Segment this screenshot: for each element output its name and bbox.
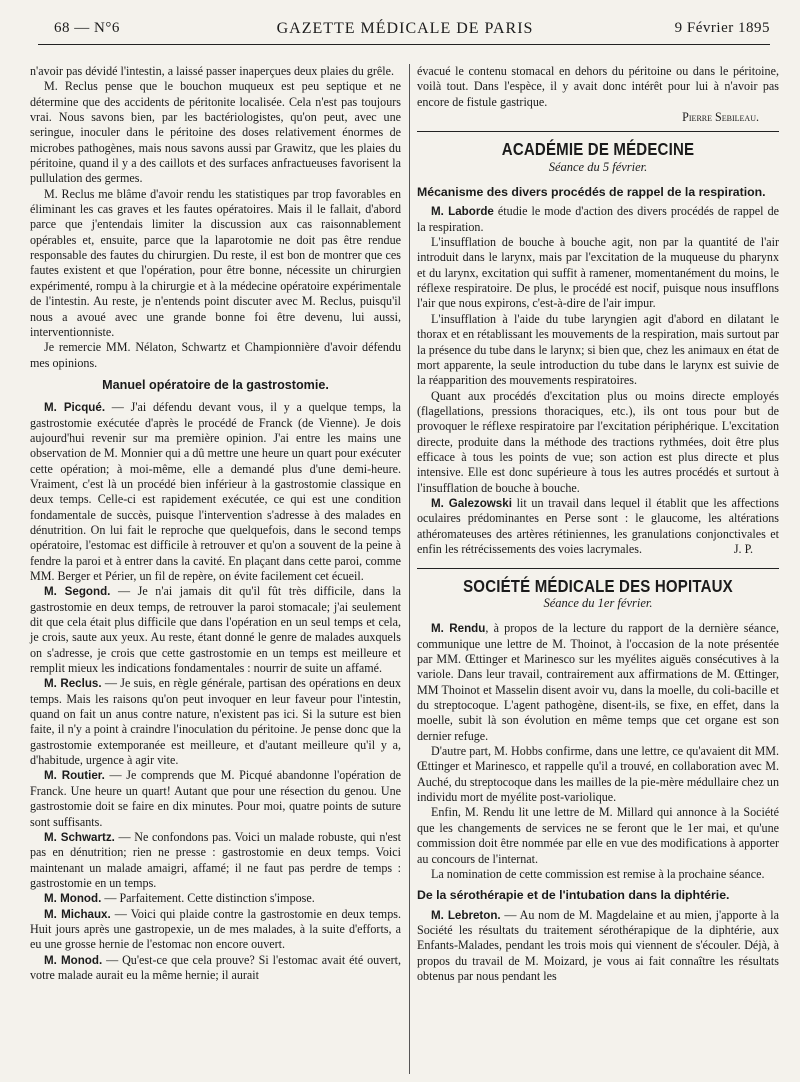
section-rule [417, 568, 779, 569]
initials: J. P. [733, 542, 753, 557]
subheading-gastrostomie: Manuel opératoire de la gastrostomie. [102, 377, 329, 392]
page-number: 68 — N°6 [54, 20, 120, 36]
speech [30, 891, 401, 906]
paragraph: Quant aux procédés d'excitation plus ou moins directe employés (flagellations, pressions thoraciques, etc.), ils ont tous pour but de provoquer le réflexe respiratoire par l'excitation périphérique. L'excitation directe, produite dans la méthode des tractions rythmées, doit être plus efficace à tous les points de vue; son action est plus directe et plus intensive. Elle est donc supérieure à tous les autres procédés et surtout à l'insufflation de bouche à bouche. [417, 388, 779, 495]
speaker-name: M. Picqué. [44, 401, 106, 415]
speaker-name: M. Lebreton. [431, 908, 501, 922]
speech-text: étudie le mode d'action des divers procédés de rappel de la respiration. [417, 204, 780, 234]
speech-text: — Ne confondons pas. Voici un malade robuste, qui n'est pas en dénutrition; rien ne presse : gastrostomie en deux temps. Voici maintenant un malade amaigri, affamé; il ne faut pas perdre de temps : gastrostomie en un temps. [30, 829, 401, 890]
section-title-societe: SOCIÉTÉ MÉDICALE DES HOPITAUX [463, 575, 733, 596]
speeches-list [30, 400, 401, 983]
speech [417, 621, 779, 744]
speech [417, 908, 779, 985]
speech-text: — J'ai défendu devant vous, il y a quelque temps, la gastrostomie exécutée d'après le procédé de Franck (de Vienne). Je dois aujourd'hui revenir sur ma première opinion. J'ai entre les mains une observation de M. Monnier qui a dû mettre une heure un quart pour exécuter cette opération; à moi-même, elle a demandé plus d'une demi-heure. Vraiment, c'est là un procédé bien inférieur à la gastrostomie classique en deux temps. Celle-ci est rapidement exécutée, ce qui est une condition fondamentale de succès, puisque l'intervention s'adresse à des malades en dénutrition. On lui fait le reproche que quelquefois, dans le second temps opératoire, l'estomac est difficile à retrouver et qu'on a souvent de la peine à fendre la paroi et à entrer dans la cavité. En plaçant dans cette paroi, comme MM. Berger et Périer, un fil de repère, on évite facilement cet écueil. [30, 400, 401, 583]
topic-heading: De la sérothérapie et de l'intubation dans la diphtérie. [417, 888, 730, 903]
paragraph: L'insufflation à l'aide du tube laryngien agit d'abord en dilatant le thorax et en rétablissant les mouvements de la respiration, mais surtout par la présence du tube dans le larynx; si bien que, chez les animaux en état de mort apparente, la seule introduction du tube dans le larynx est suivie de la réapparition des mouvements respiratoires. [417, 311, 779, 388]
speech [30, 830, 401, 891]
speaker-name: M. Laborde [431, 205, 494, 219]
speech-text: — Au nom de M. Magdelaine et au mien, j'apporte à la Société les résultats du traitement sérothérapique de la diphtérie, aux Enfants-Malades, pendant les trois mois qui viennent de s'écouler. Déjà, à propos du travail de M. Moizard, je vous ai fait connaître les résultats obtenus par nous pendant les [417, 907, 779, 983]
speaker-name: M. Monod. [44, 953, 103, 967]
speech [417, 204, 779, 235]
speech-text: — Qu'est-ce que cela prouve? Si l'estomac avait été ouvert, votre malade aurait eu la même hernie; il aurait [30, 952, 401, 982]
speaker-name: M. Michaux. [44, 907, 111, 921]
speech-text: — Je comprends que M. Picqué abandonne l'opération de Franck. Une heure un quart! Autant que pour une résection du genou. Une gastrostomie doit se faire en dix minutes. Pour moi, quatre points de suture sont suffisants. [30, 768, 401, 829]
column-divider [409, 64, 410, 1074]
speaker-name: M. Routier. [44, 769, 105, 783]
paragraph: Je remercie MM. Nélaton, Schwartz et Championnière d'avoir défendu mes opinions. [30, 340, 401, 370]
speech-text: , à propos de la lecture du rapport de la dernière séance, communique une lettre de M. Thoinot, à l'occasion de la note présentée par MM. Œttinger et Marinesco sur les myélites aiguës consécutives à la variole. Dans leur travail, contrairement aux affirmations de M. Œttinger, MM Thoinot et Masselin disent avoir vu, dans la moelle, du coli-bacille et du streptocoque. L'agent pathogène, disent-ils, se fixe, en effet, dans la moelle, subit là son évolution en même temps que cet organe est son dernier refuge. [417, 621, 779, 743]
speech [30, 768, 401, 829]
section-title-academie: ACADÉMIE DE MÉDECINE [501, 139, 695, 160]
speaker-name: M. Reclus. [44, 677, 102, 691]
speech-text: — Je suis, en règle générale, partisan des opérations en deux temps. Mais les raisons qu'on peut invoquer en leur faveur pour l'intestin, quand on fait un anus contre nature, n'existent pas ici. Si la suture est bien faite, il n'y a point à craindre l'inoculation du péritoine. Je pense donc que la gastrostomie extemporanée est meilleure, et d'autant meilleure qu'il y a, d'habitude, urgence à agir vite. [30, 676, 401, 768]
speech-text: — Parfaitement. Cette distinction s'impose. [101, 891, 315, 906]
speaker-name: M. Monod. [44, 892, 102, 906]
section-rule [417, 131, 779, 132]
paragraph: D'autre part, M. Hobbs confirme, dans une lettre, ce qu'avaient dit MM. Œttinger et Marinesco, et rappelle qu'il a trouvé, en collaboration avec M. Auché, du streptocoque dans les mailles de la pie-mère médullaire chez un individu mort de myélite post-variolique. [417, 744, 779, 805]
speaker-name: M. Galezowski [431, 496, 512, 510]
journal-title: GAZETTE MÉDICALE DE PARIS [276, 20, 534, 37]
left-column [30, 64, 401, 983]
paragraph: M. Reclus pense que le bouchon muqueux est peu septique et ne détermine que des accidents de péritonite localisée. Cela n'est pas toujours vrai. Nous savons bien, par les bactériologistes, qu'on peut, avec une seringue, inoculer dans le péritoine des doses relativement énormes de microbes pathogènes, mais nous savons aussi par Grawitz, que les plaies du péritoine, quand il y a des caillots et des surfaces anfractueuses favorisent la pullulation des germes. [30, 79, 401, 186]
speech-text: — Je n'ai jamais dit qu'il fût très difficile, dans la gastrostomie en deux temps, de retrouver la paroi stomacale; j'ai seulement dit que cela était plus difficile que dans l'opération en un seul temps et cela, je crois, saute aux yeux. Au reste, étant donné le genre de malades auxquels on s'adresse, je crois que cette gastrostomie en un temps est meilleure et remplit mieux les indications fondamentales : nourrir de suite un affamé. [30, 584, 401, 676]
paragraph: Enfin, M. Rendu lit une lettre de M. Millard qui annonce à la Société que les changements de services ne se feront que le 1er mai, et qu'une commission doit être nommée par elle en vue des modifications à apporter au concours de l'internat. [417, 805, 779, 866]
paragraph: n'avoir pas dévidé l'intestin, a laissé passer inaperçues deux plaies du grêle. [30, 64, 395, 78]
speech-text: — Voici qui plaide contre la gastrostomie en deux temps. Huit jours après une gastropexie, un de mes malades, à la suite d'efforts, a eu une grosse hernie de l'estomac non encore ouvert. [30, 906, 401, 952]
paragraph: M. Reclus me blâme d'avoir rendu les statistiques par trop favorables en éliminant les cas graves et les fautes opératoires. Mais il le fallait, d'abord parce que j'entendais limiter la discussion aux cas raisonnablement opérables et, ensuite, parce que la laparotomie ne doit pas être rendue responsable des fautes du chirurgien. Du reste, il est bon de montrer que ces fautes existent et que l'opération, pour être bonne, nécessite un chirurgien expérimenté, rompu à la chirurgie et à la médecine opératoire expérimentale de l'intestin. Au reste, je n'entends point discuter avec M. Reclus, puisqu'il nous a avoué avec une grande bonne foi être devenu, lui aussi, interventionniste. [30, 186, 401, 339]
speech [30, 584, 401, 676]
paragraph: L'insufflation de bouche à bouche agit, non par la quantité de l'air introduit dans le larynx, mais par l'excitation de la muqueuse du pharynx et du larynx, excitation qui suffit à ramener, momentanément du moins, le réflexe respiratoire. De plus, le procédé est nocif, puisque nous insufflons l'air que nous expirons, c'est-à-dire de l'air impur. [417, 235, 779, 311]
paragraph: évacué le contenu stomacal en dehors du péritoine ou dans le péritoine, voilà tout. Dans l'espèce, il y avait donc intérêt pour lui à n'avoir pas encore de fistule gastrique. [417, 64, 779, 109]
speaker-name: M. Rendu [431, 622, 486, 636]
speech [30, 400, 401, 584]
speaker-name: M. Schwartz. [44, 830, 115, 844]
speaker-name: M. Segond. [44, 585, 111, 599]
seance-date: Séance du 5 février. [548, 159, 648, 174]
speech [30, 676, 401, 768]
speech-text: lit un travail dans lequel il établit que les affections oculaires prédominantes en Perse sont : le glaucome, les altérations athéromateuses des artères rétiniennes, les granulations conjonctivales et enfin les rétrécissements des voies lacrymales. [417, 495, 779, 556]
speech [30, 907, 401, 953]
issue-date: 9 Février 1895 [674, 20, 770, 36]
header-rule [38, 44, 770, 45]
right-column [417, 64, 779, 984]
seance-date: Séance du 1er février. [543, 596, 653, 610]
paragraph: La nomination de cette commission est remise à la prochaine séance. [431, 866, 765, 881]
speech [30, 953, 401, 984]
topic-heading: Mécanisme des divers procédés de rappel de la respiration. [417, 185, 766, 200]
page-header [40, 18, 770, 44]
signature: Pierre Sebileau. [682, 110, 759, 125]
